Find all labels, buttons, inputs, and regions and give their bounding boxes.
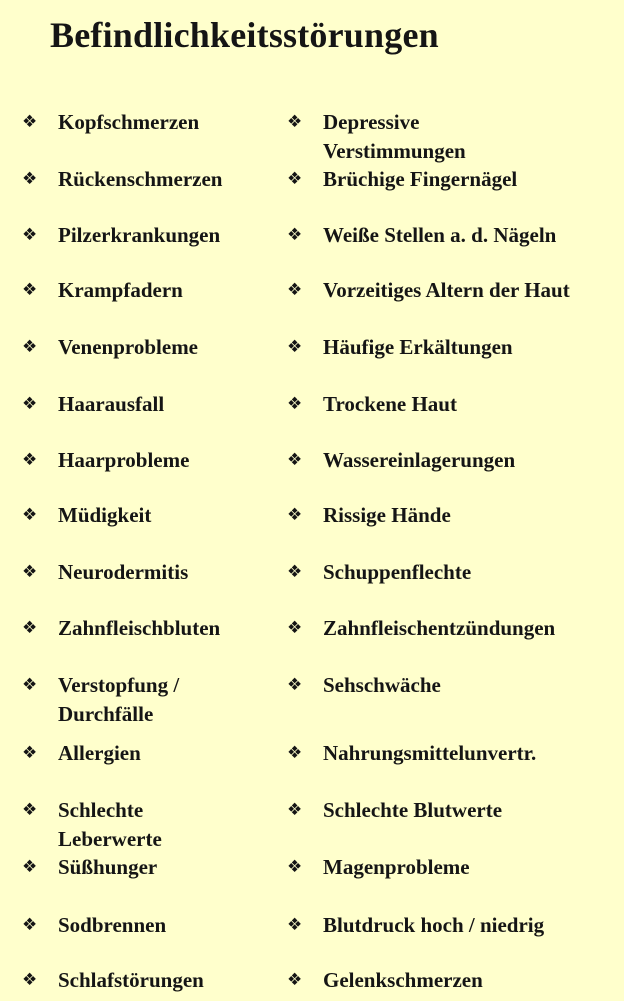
diamond-ornament-icon: ❖ bbox=[287, 562, 303, 582]
list-item: ❖ Depressive Verstimmungen bbox=[287, 110, 466, 163]
diamond-ornament-icon: ❖ bbox=[22, 800, 38, 820]
diamond-ornament-icon: ❖ bbox=[22, 915, 38, 935]
diamond-ornament-icon: ❖ bbox=[287, 800, 303, 820]
list-item: ❖ Schlafstörungen bbox=[22, 966, 278, 995]
list-item: ❖ Haarausfall bbox=[22, 390, 278, 419]
diamond-ornament-icon: ❖ bbox=[287, 112, 303, 132]
list-item: ❖ Rissige Hände bbox=[287, 501, 623, 530]
list-item: ❖ Brüchige Fingernägel bbox=[287, 165, 623, 194]
list-item: ❖ Häufige Erkältungen bbox=[287, 333, 623, 362]
diamond-ornament-icon: ❖ bbox=[287, 450, 303, 470]
list-item: ❖ Kopfschmerzen bbox=[22, 108, 278, 137]
list-item: ❖ Weiße Stellen a. d. Nägeln bbox=[287, 221, 623, 250]
diamond-ornament-icon: ❖ bbox=[287, 675, 303, 695]
list-item: ❖ Pilzerkrankungen bbox=[22, 221, 278, 250]
diamond-ornament-icon: ❖ bbox=[22, 169, 38, 189]
diamond-ornament-icon: ❖ bbox=[22, 970, 38, 990]
list-item: ❖ Blutdruck hoch / niedrig bbox=[287, 911, 623, 940]
diamond-ornament-icon: ❖ bbox=[22, 505, 38, 525]
diamond-ornament-icon: ❖ bbox=[287, 505, 303, 525]
list-item: ❖ Schlechte Blutwerte bbox=[287, 796, 623, 825]
page-title: Befindlichkeitsstörungen bbox=[50, 15, 439, 55]
list-item: ❖ Neurodermitis bbox=[22, 558, 278, 587]
list-item: ❖ Schlechte Leberwerte bbox=[22, 798, 162, 851]
list-item: ❖ Vorzeitiges Altern der Haut bbox=[287, 276, 573, 305]
list-item: ❖ Gelenkschmerzen bbox=[287, 966, 623, 995]
diamond-ornament-icon: ❖ bbox=[287, 915, 303, 935]
list-item: ❖ Süßhunger bbox=[22, 853, 278, 882]
list-item: ❖ Sodbrennen bbox=[22, 911, 278, 940]
list-item: ❖ Verstopfung / Durchfälle bbox=[22, 673, 180, 726]
diamond-ornament-icon: ❖ bbox=[22, 394, 38, 414]
diamond-ornament-icon: ❖ bbox=[22, 618, 38, 638]
list-item: ❖ Magenprobleme bbox=[287, 853, 623, 882]
diamond-ornament-icon: ❖ bbox=[287, 618, 303, 638]
diamond-ornament-icon: ❖ bbox=[287, 970, 303, 990]
diamond-ornament-icon: ❖ bbox=[22, 337, 38, 357]
diamond-ornament-icon: ❖ bbox=[287, 280, 303, 300]
diamond-ornament-icon: ❖ bbox=[22, 450, 38, 470]
diamond-ornament-icon: ❖ bbox=[287, 394, 303, 414]
list-item: ❖ Sehschwäche bbox=[287, 671, 623, 700]
diamond-ornament-icon: ❖ bbox=[22, 562, 38, 582]
diamond-ornament-icon: ❖ bbox=[22, 225, 38, 245]
diamond-ornament-icon: ❖ bbox=[287, 225, 303, 245]
list-item: ❖ Trockene Haut bbox=[287, 390, 623, 419]
list-item: ❖ Zahnfleischentzündungen bbox=[287, 614, 623, 643]
list-item: ❖ Venenprobleme bbox=[22, 333, 278, 362]
diamond-ornament-icon: ❖ bbox=[22, 280, 38, 300]
list-item: ❖ Schuppenflechte bbox=[287, 558, 623, 587]
diamond-ornament-icon: ❖ bbox=[287, 743, 303, 763]
list-item: ❖ Nahrungsmittelunvertr. bbox=[287, 739, 623, 768]
list-item: ❖ Müdigkeit bbox=[22, 501, 278, 530]
diamond-ornament-icon: ❖ bbox=[287, 857, 303, 877]
list-item: ❖ Rückenschmerzen bbox=[22, 165, 278, 194]
list-item: ❖ Krampfadern bbox=[22, 276, 278, 305]
list-item: ❖ Haarprobleme bbox=[22, 446, 278, 475]
list-item: ❖ Allergien bbox=[22, 739, 278, 768]
diamond-ornament-icon: ❖ bbox=[22, 743, 38, 763]
diamond-ornament-icon: ❖ bbox=[22, 857, 38, 877]
diamond-ornament-icon: ❖ bbox=[22, 675, 38, 695]
diamond-ornament-icon: ❖ bbox=[287, 337, 303, 357]
diamond-ornament-icon: ❖ bbox=[287, 169, 303, 189]
list-item: ❖ Wassereinlagerungen bbox=[287, 446, 623, 475]
list-item: ❖ Zahnfleischbluten bbox=[22, 614, 278, 643]
diamond-ornament-icon: ❖ bbox=[22, 112, 38, 132]
